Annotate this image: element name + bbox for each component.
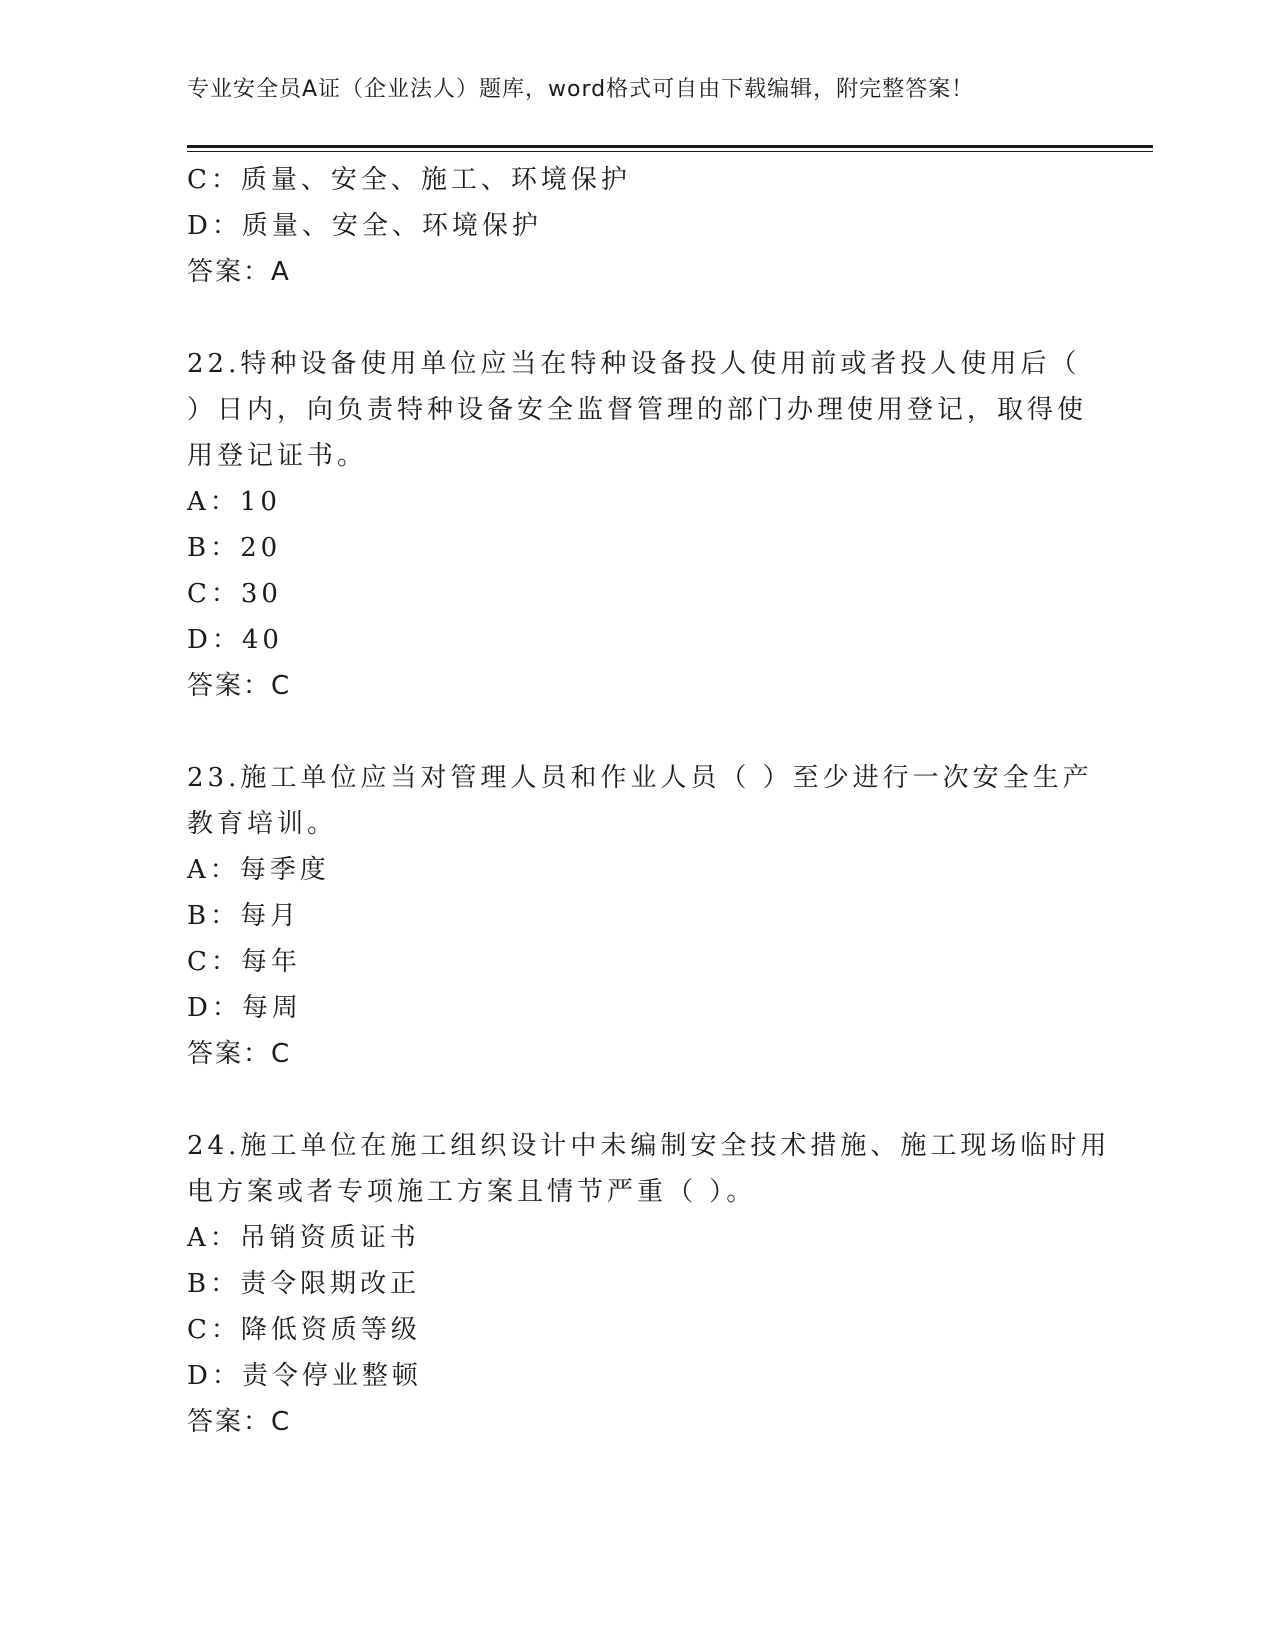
answer-line: 答案：A [187,257,291,287]
question-stem-line: ）日内，向负责特种设备安全监督管理的部门办理使用登记，取得使 [187,395,1088,425]
header-divider-thin [187,151,1153,152]
question-list [187,157,1111,1445]
question-22 [187,341,1087,709]
question-24 [187,1123,1111,1445]
option-d: D：40 [187,625,283,655]
option-a: A：每季度 [187,855,330,885]
question-23 [187,755,1093,1077]
spacer [187,295,1087,341]
question-stem-line: 24.施工单位在施工组织设计中未编制安全技术措施、施工现场临时用 [187,1131,1111,1161]
option-a: A：吊销资质证书 [187,1223,420,1253]
option-c: C：质量、安全、施工、环境保护 [187,165,631,195]
question-21-tail [187,157,1087,295]
option-b: B：20 [187,533,282,563]
question-stem-line: 教育培训。 [187,809,338,839]
page-header: 专业安全员A证（企业法人）题库，word格式可自由下载编辑，附完整答案！ [187,77,975,102]
option-d: D：责令停业整顿 [187,1361,422,1391]
answer-line: 答案：C [187,671,292,701]
option-c: C：每年 [187,947,301,977]
answer-line: 答案：C [187,1039,292,1069]
question-stem-line: 23.施工单位应当对管理人员和作业人员（ ）至少进行一次安全生产 [187,763,1093,793]
option-b: B：责令限期改正 [187,1269,421,1299]
option-d: D：每周 [187,993,302,1023]
option-d: D：质量、安全、环境保护 [187,211,542,241]
answer-line: 答案：C [187,1407,292,1437]
option-c: C：降低资质等级 [187,1315,421,1345]
question-stem-line: 用登记证书。 [187,441,368,471]
option-c: C：30 [187,579,282,609]
option-b: B：每月 [187,901,301,931]
option-a: A：10 [187,487,281,517]
spacer [187,1077,1087,1123]
question-stem-line: 电方案或者专项施工方案且情节严重（ ）。 [187,1177,757,1207]
header-divider-thick [187,145,1153,148]
spacer [187,709,1087,755]
question-stem-line: 22.特种设备使用单位应当在特种设备投人使用前或者投人使用后（ [187,349,1081,379]
